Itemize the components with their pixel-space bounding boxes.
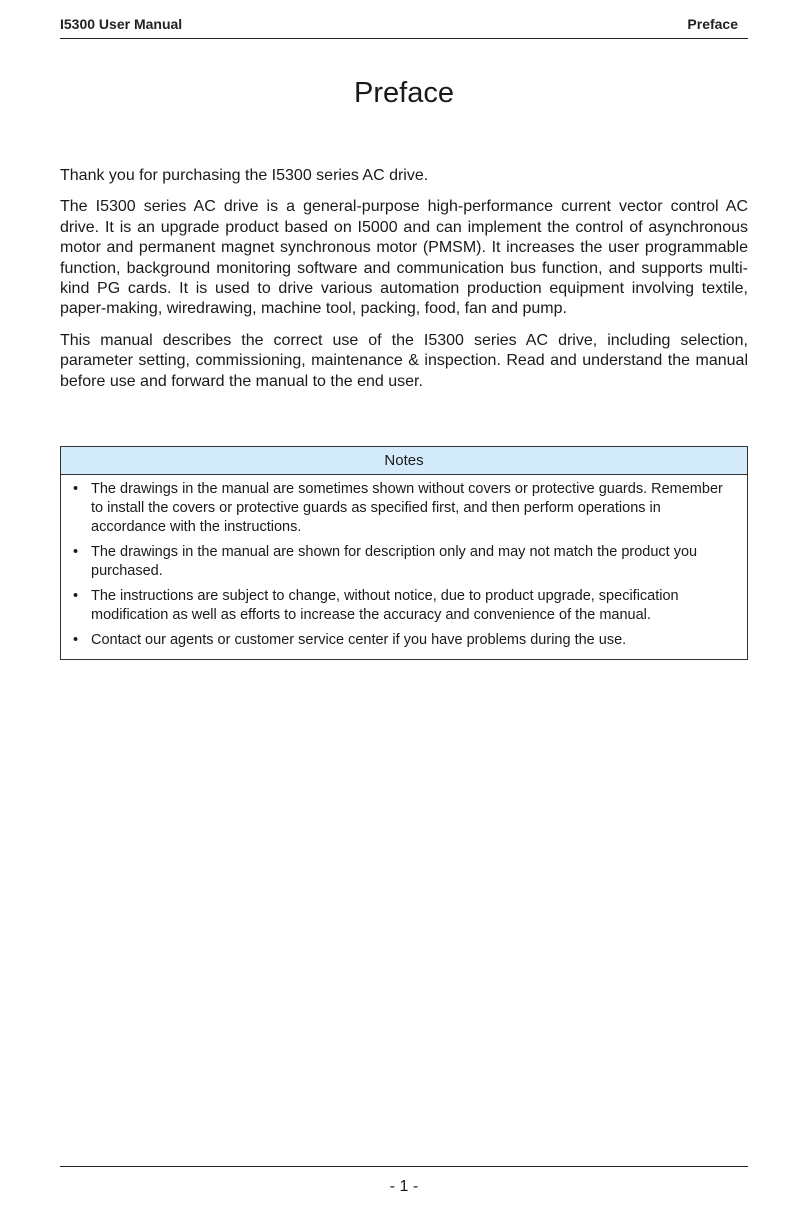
paragraph-intro: Thank you for purchasing the I5300 series AC drive. bbox=[60, 167, 429, 184]
list-item bbox=[71, 631, 733, 650]
note-text: Contact our agents or customer service center if you have problems during the use. bbox=[91, 632, 627, 648]
paragraph-description: The I5300 series AC drive is a general-purpose high-performance current vector control AC drive. It is an upgrade product based on I5000 and can implement the control of asynchronous motor and permanent magnet synchronous motor (PMSM). It increases the user programmable function, background monitoring software and communication bus function, and supports multi-kind PG cards. It is used to drive various automation production equipment involving textile, paper-making, wiredrawing, machine tool, packing, food, fan and pump. bbox=[60, 198, 748, 318]
note-text: The drawings in the manual are sometimes shown without covers or protective guards. Remember to install the covers or protective guards as specified first, and then perform operations in accordance with the instructions. bbox=[91, 481, 723, 535]
list-item bbox=[71, 587, 733, 625]
notes-heading: Notes bbox=[61, 447, 747, 475]
bullet-icon: • bbox=[73, 544, 79, 560]
paragraph-manual-scope: This manual describes the correct use of the I5300 series AC drive, including selection, parameter setting, commissioning, maintenance & inspection. Read and understand the manual before use and forward the manual to the end user. bbox=[60, 331, 748, 390]
bullet-icon: • bbox=[73, 588, 79, 604]
page-number: - 1 - bbox=[389, 1178, 419, 1195]
note-text: The instructions are subject to change, without notice, due to product upgrade, specification modification as well as efforts to increase the accuracy and convenience of the manual. bbox=[91, 588, 679, 623]
header-manual-title: I5300 User Manual bbox=[60, 16, 183, 32]
body-text bbox=[60, 166, 748, 403]
header-section-title: Preface bbox=[687, 16, 738, 32]
notes-list bbox=[61, 475, 747, 659]
bullet-icon: • bbox=[73, 632, 79, 648]
page-header bbox=[60, 14, 748, 39]
page-title: Preface bbox=[354, 77, 454, 109]
notes-box bbox=[60, 446, 748, 660]
footer-rule bbox=[60, 1166, 748, 1167]
list-item bbox=[71, 543, 733, 581]
note-text: The drawings in the manual are shown for description only and may not match the product you purchased. bbox=[91, 544, 698, 579]
list-item bbox=[71, 480, 733, 537]
bullet-icon: • bbox=[73, 481, 79, 497]
